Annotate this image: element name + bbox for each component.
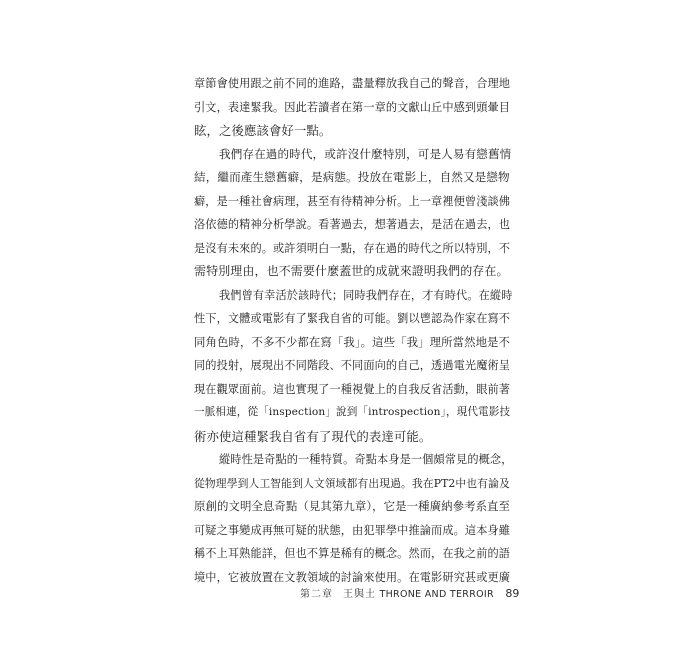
paragraph-3	[194, 284, 512, 449]
text-line: 我們存在過的時代，或許沒什麼特別，可是人易有戀舊情	[219, 146, 512, 161]
text-line: 引文，表達緊我。因此若讀者在第一章的文獻山丘中感到頭暈目	[194, 100, 511, 114]
text-line: 我們曾有幸活於該時代；同時我們存在，才有時代。在縱時	[219, 288, 513, 302]
chapter-title-cjk: 王與土	[343, 589, 376, 600]
text-line: 一脈相連，從「inspection」說到「introspection」，現代電影技	[194, 406, 511, 418]
paragraph-4	[194, 448, 512, 589]
chapter-label: 第二章	[300, 589, 333, 600]
page-number: 89	[505, 587, 520, 600]
text-line: 性下，文體或電影有了緊我自省的可能。劉以鬯認為作家在寫不	[194, 312, 511, 325]
text-line: 是沒有未來的。或許須明白一點，存在過的時代之所以特別，不	[194, 241, 511, 255]
chapter-title-en: THRONE AND TERROIR	[379, 589, 494, 600]
text-line: 癖，是一種社會病理，甚至有待精神分析。上一章裡便曾淺談佛	[194, 194, 511, 208]
text-line: 境中，它被放置在文教領域的討論來使用。在電影研究甚或更廣	[194, 570, 511, 584]
text-line: 術亦使這種緊我自省有了現代的表達可能。	[194, 428, 432, 444]
paragraph-2	[194, 143, 512, 284]
text-line: 需特別理由，也不需要什麼蓋世的成就來證明我們的存在。	[194, 264, 509, 278]
text-line: 可疑之事變成再無可疑的狀態，由犯罪學中推論而成。這本身雖	[194, 523, 511, 537]
paragraph-1	[194, 72, 512, 143]
text-line: 眩，之後應該會好一點。	[194, 123, 332, 138]
text-line: 原創的文明全息奇點（見其第九章），它是一種廣納參考系直至	[194, 499, 511, 513]
text-line: 稱不上耳熟能詳，但也不算是稀有的概念。然而，在我之前的語	[194, 547, 511, 560]
text-line: 章節會使用跟之前不同的進路，盡量釋放我自己的聲音，合理地	[194, 77, 511, 90]
text-line: 從物理學到人工智能到人文領域都有出現過。我在PT2中也有論及	[194, 476, 510, 490]
text-line: 現在觀眾面前。這也實現了一種視覺上的自我反省活動，眼前著	[194, 382, 511, 396]
running-footer	[300, 586, 520, 603]
body-text	[194, 72, 512, 589]
text-line: 同的投射，展現出不同階段、不同面向的自己，透過電光魔術呈	[194, 359, 511, 372]
text-line: 洛依德的精神分析學說。看著過去，想著過去，是活在過去，也	[194, 218, 511, 231]
text-line: 縱時性是奇點的一種特質。奇點本身是一個頗常見的概念，	[219, 453, 513, 466]
text-line: 結，繼而產生戀舊癖，是病態。投放在電影上，自然又是戀物	[194, 170, 510, 184]
text-line: 同角色時，不多不少都在寫「我」。這些「我」理所當然地是不	[194, 334, 511, 349]
